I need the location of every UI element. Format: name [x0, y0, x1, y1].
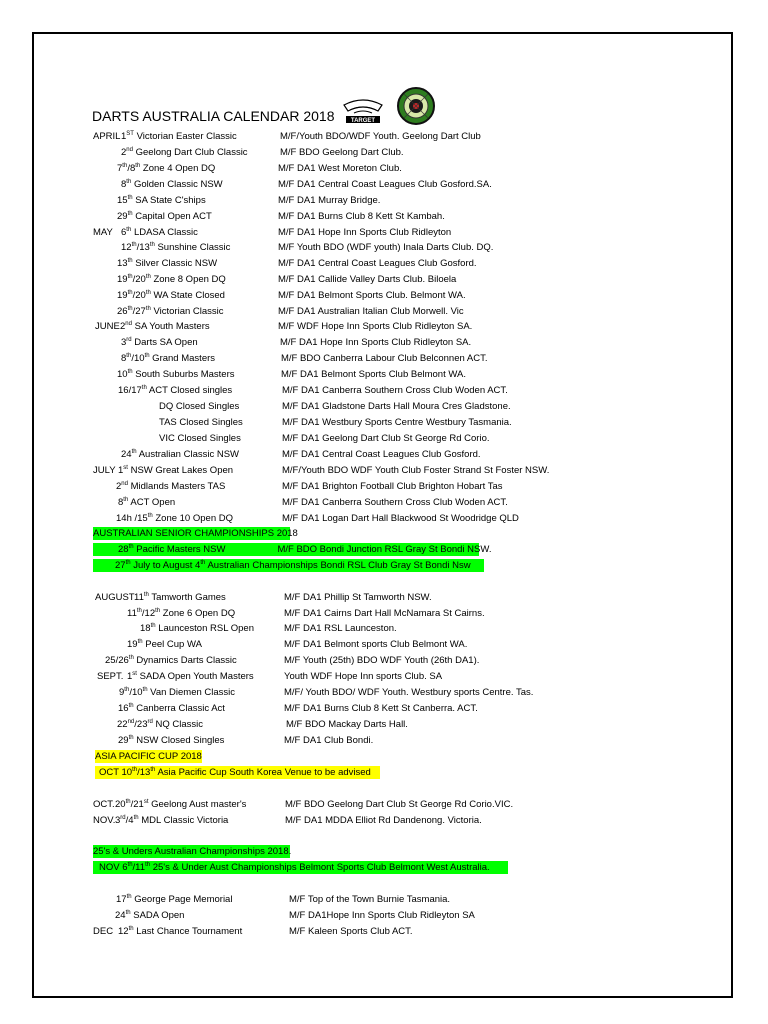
event-date: 8	[118, 497, 124, 508]
date-suffix: th	[145, 273, 151, 280]
calendar-row	[0, 416, 768, 429]
date-suffix: th	[123, 496, 129, 503]
event-name	[116, 480, 225, 493]
event-date: 15	[117, 195, 128, 206]
event-title: Zone 8 Open DQ	[150, 274, 226, 285]
event-title: Geelong Aust master's	[148, 799, 247, 810]
event-name	[105, 654, 237, 667]
event-title: Pacific Masters NSW	[133, 544, 226, 555]
date-suffix: th	[150, 766, 156, 773]
date-suffix: th	[128, 654, 134, 661]
event-name	[117, 368, 235, 381]
date-suffix: th	[132, 766, 138, 773]
event-venue: M/F/ Youth BDO/ WDF Youth. Westbury sports Centre. Tas.	[284, 687, 534, 698]
calendar-row	[0, 368, 768, 381]
month-label: NOV	[99, 862, 123, 873]
event-date: 11	[127, 608, 137, 619]
event-venue: M/F Youth (25th) BDO WDF Youth (26th DA1).	[284, 655, 480, 666]
calendar-row	[0, 622, 768, 635]
event-date: 9	[119, 687, 125, 698]
page-title: DARTS AUSTRALIA CALENDAR 2018	[92, 108, 335, 124]
month-label: MAY	[93, 227, 113, 238]
event-venue: M/F DA1 Central Coast Leagues Club Gosford.SA.	[278, 179, 492, 190]
event-title: Dynamics Darts Classic	[133, 655, 237, 666]
date-suffix: th	[145, 861, 151, 868]
event-venue: M/F DA1 Gladstone Darts Hall Moura Cres Gladstone.	[282, 401, 511, 412]
event-date-end: /10	[131, 353, 145, 364]
calendar-row	[0, 480, 768, 493]
calendar-row	[0, 226, 768, 239]
event-name	[118, 384, 232, 397]
event-name	[118, 702, 225, 715]
event-date: 18	[140, 623, 151, 634]
event-date-end: /27	[132, 306, 146, 317]
event-date-end: /4	[125, 815, 134, 826]
month-label: OCT.	[93, 799, 115, 810]
event-date: 28	[118, 544, 129, 555]
date-suffix: th	[141, 384, 147, 391]
event-venue: M/F DA1 Burns Club 8 Kett St Kambah.	[278, 211, 445, 222]
event-date-end: /21	[130, 799, 144, 810]
event-date: 8	[121, 179, 127, 190]
event-name	[117, 718, 203, 731]
event-venue: M/F DA1 Westbury Sports Centre Westbury Tasmania.	[282, 417, 512, 428]
event-venue: M/F DA1 Belmont sports Club Belmont WA.	[284, 639, 468, 650]
event-venue: M/F BDO Canberra Labour Club Belconnen ACT.	[281, 353, 488, 364]
senior-event-row	[93, 543, 492, 556]
event-date-end: /13	[136, 242, 150, 253]
event-title: Australian Classic NSW	[136, 449, 240, 460]
event-name	[159, 400, 239, 413]
event-venue: M/F Kaleen Sports Club ACT.	[289, 926, 413, 937]
event-date-end: /11	[132, 862, 146, 873]
senior-event-row	[93, 559, 484, 572]
event-name	[118, 496, 175, 509]
date-suffix: th	[127, 194, 133, 201]
event-date: 14h /15	[116, 513, 148, 524]
event-name	[121, 336, 198, 349]
asia-pacific-heading	[95, 750, 202, 763]
event-title: Zone 4 Open DQ	[140, 163, 216, 174]
date-suffix: th	[126, 893, 132, 900]
date-suffix: th	[137, 638, 143, 645]
event-venue: M/F BDO Geelong Dart Club.	[280, 147, 404, 158]
event-date: 12	[118, 926, 129, 937]
event-venue: M/F/Youth BDO WDF Youth Club Foster Strand St Foster NSW.	[282, 465, 550, 476]
month-label: AUGUST	[95, 592, 135, 603]
date-suffix: th	[125, 909, 131, 916]
event-date-end: /10	[129, 687, 143, 698]
date-suffix: th	[125, 798, 131, 805]
event-name	[121, 226, 198, 239]
event-title: SADA Open Youth Masters	[136, 671, 254, 682]
date-suffix: th	[127, 305, 133, 312]
event-title: Asia Pacific Cup South Korea Venue to be advised	[155, 767, 371, 778]
event-name	[121, 146, 248, 159]
date-suffix: th	[128, 543, 134, 550]
date-suffix: th	[128, 734, 134, 741]
event-title: NSW Closed Singles	[133, 735, 225, 746]
calendar-row	[0, 925, 768, 938]
event-date: OCT 10	[99, 767, 133, 778]
calendar-row	[0, 305, 768, 318]
event-date: 27	[115, 560, 126, 571]
date-suffix: th	[143, 591, 149, 598]
date-suffix: th	[147, 512, 153, 519]
event-title: Australian Championships Bondi RSL Club Gray St Bondi Nsw	[205, 560, 471, 571]
event-venue: M/F DA1 Hope Inn Sports Club Ridleyton SA.	[280, 337, 472, 348]
event-date: 20	[115, 799, 126, 810]
event-date-end: /12	[141, 608, 156, 619]
event-name	[134, 591, 226, 604]
event-title: Van Diemen Classic	[147, 687, 236, 698]
date-suffix: th	[135, 162, 141, 169]
event-title: DQ Closed Singles	[159, 401, 240, 412]
event-name	[116, 512, 233, 525]
event-name	[117, 162, 215, 175]
section-heading-text: AUSTRALIAN SENIOR CHAMPIONSHIPS 2018	[93, 528, 298, 539]
event-name	[118, 925, 242, 938]
event-name	[121, 130, 237, 143]
event-date: 19	[117, 274, 128, 285]
event-title: Canberra Classic Act	[133, 703, 225, 714]
event-name	[127, 638, 202, 651]
calendar-row	[0, 320, 768, 333]
month-label: NOV.	[93, 815, 116, 826]
event-title: SA Youth Masters	[131, 321, 210, 332]
event-date: 12	[121, 242, 132, 253]
calendar-row	[0, 670, 768, 683]
event-venue: M/F DA1 Canberra Southern Cross Club Woden ACT.	[282, 497, 508, 508]
event-venue: M/F DA1 Australian Italian Club Morwell. Vic	[278, 306, 464, 317]
date-suffix: th	[127, 368, 133, 375]
event-name	[159, 416, 243, 429]
darts-australia-emblem	[396, 86, 436, 126]
asia-pacific-row	[95, 766, 380, 779]
event-date: 19	[117, 290, 128, 301]
event-name	[115, 798, 246, 811]
calendar-row	[0, 448, 768, 461]
event-venue: M/F DA1 Central Coast Leagues Club Gosford.	[278, 258, 477, 269]
event-title: 25's & Under Aust Championships Belmont Sports Club Belmont West Australia.	[150, 862, 490, 873]
event-date: 10	[117, 369, 128, 380]
date-suffix: th	[127, 273, 133, 280]
calendar-row	[0, 638, 768, 651]
event-date: 2	[121, 147, 127, 158]
event-date: 2	[116, 481, 122, 492]
event-title: George Page Memorial	[131, 894, 233, 905]
event-title: VIC Closed Singles	[159, 433, 241, 444]
event-venue: M/F DA1 Central Coast Leagues Club Gosford.	[282, 449, 481, 460]
calendar-row	[0, 146, 768, 159]
event-date: 7	[117, 163, 123, 174]
date-suffix: th	[145, 289, 151, 296]
event-name	[117, 210, 212, 223]
event-title: NSW Great Lakes Open	[127, 465, 234, 476]
event-venue: M/F BDO Geelong Dart Club St George Rd Corio.VIC.	[285, 799, 514, 810]
event-date: 29	[118, 735, 129, 746]
date-suffix: th	[128, 702, 134, 709]
date-suffix: th	[145, 305, 151, 312]
date-suffix: rd	[147, 718, 153, 725]
date-suffix: nd	[121, 480, 128, 487]
calendar-row	[0, 336, 768, 349]
target-logo	[340, 95, 386, 125]
calendar-row	[0, 130, 768, 143]
date-suffix: th	[150, 622, 156, 629]
event-name	[117, 194, 206, 207]
event-date: 3	[121, 337, 127, 348]
event-name	[127, 670, 254, 683]
event-date: 2	[120, 321, 126, 332]
event-name	[116, 893, 232, 906]
date-suffix: nd	[127, 718, 135, 725]
event-title: SA State C'ships	[132, 195, 206, 206]
calendar-row	[0, 257, 768, 270]
event-date: 1	[121, 131, 127, 142]
event-title: Victorian Easter Classic	[133, 131, 237, 142]
date-suffix: st	[132, 670, 137, 677]
event-title: LDASA Classic	[131, 227, 198, 238]
date-suffix: rd	[126, 336, 132, 343]
event-name	[120, 320, 210, 333]
event-name	[121, 352, 215, 365]
calendar-row	[0, 702, 768, 715]
event-venue: M/F Top of the Town Burnie Tasmania.	[289, 894, 451, 905]
event-venue: M/F DA1 Canberra Southern Cross Club Woden ACT.	[282, 385, 508, 396]
event-venue: Youth WDF Hope Inn sports Club. SA	[284, 671, 443, 682]
event-venue: M/F DA1 Murray Bridge.	[278, 195, 381, 206]
event-name	[121, 448, 239, 461]
under25-row	[93, 861, 508, 874]
event-venue: M/F DA1 Club Bondi.	[284, 735, 374, 746]
date-suffix: th	[124, 686, 130, 693]
event-name	[119, 686, 235, 699]
event-venue: M/F DA1 Brighton Football Club Brighton Hobart Tas	[282, 481, 503, 492]
event-date: 24	[121, 449, 132, 460]
date-suffix: th	[131, 448, 137, 455]
calendar-row	[0, 400, 768, 413]
event-title: ACT Closed singles	[146, 385, 233, 396]
calendar-row	[0, 718, 768, 731]
event-name	[115, 909, 184, 922]
calendar-row	[0, 814, 768, 827]
date-suffix: th	[126, 178, 132, 185]
calendar-row	[0, 686, 768, 699]
date-suffix: th	[125, 559, 131, 566]
event-name	[121, 178, 223, 191]
month-label: SEPT.	[97, 671, 124, 682]
calendar-row	[0, 654, 768, 667]
date-suffix: th	[127, 861, 133, 868]
calendar-row	[0, 162, 768, 175]
date-suffix: th	[149, 241, 155, 248]
event-title: Last Chance Tournament	[133, 926, 243, 937]
event-date-end: /20	[132, 290, 146, 301]
event-name	[117, 273, 226, 286]
event-date: 1	[127, 671, 133, 682]
date-suffix: th	[155, 607, 161, 614]
target-logo-text: TARGET	[350, 118, 376, 124]
calendar-row	[0, 893, 768, 906]
event-title: Tamworth Games	[148, 592, 226, 603]
event-title: Launceston RSL Open	[155, 623, 255, 634]
event-date: 29	[117, 211, 128, 222]
event-title: SADA Open	[130, 910, 185, 921]
event-title: Silver Classic NSW	[132, 258, 218, 269]
date-suffix: th	[131, 241, 137, 248]
date-suffix: th	[128, 925, 134, 932]
event-title: Midlands Masters TAS	[127, 481, 226, 492]
event-date: 22	[117, 719, 128, 730]
event-title: Darts SA Open	[131, 337, 198, 348]
calendar-row	[0, 178, 768, 191]
date-suffix: nd	[125, 320, 132, 327]
event-name	[117, 257, 217, 270]
event-venue: M/F DA1 West Moreton Club.	[278, 163, 402, 174]
month-label: DEC	[93, 926, 114, 937]
calendar-row	[0, 210, 768, 223]
event-venue: M/F BDO Mackay Darts Hall.	[286, 719, 408, 730]
month-label: JUNE	[95, 321, 120, 332]
event-name	[140, 622, 254, 635]
calendar-row	[0, 289, 768, 302]
event-venue: M/F BDO Bondi Junction RSL Gray St Bondi NSW.	[277, 544, 492, 555]
event-name	[159, 432, 241, 445]
month-label: APRIL	[93, 131, 121, 142]
event-date: 19	[127, 639, 138, 650]
event-title: NQ Classic	[152, 719, 203, 730]
event-name	[118, 734, 224, 747]
date-suffix: th	[136, 607, 142, 614]
date-suffix: th	[144, 352, 150, 359]
event-name	[117, 305, 224, 318]
calendar-row	[0, 909, 768, 922]
date-suffix: st	[123, 464, 128, 471]
date-suffix: rd	[120, 814, 126, 821]
event-date: 17	[116, 894, 127, 905]
calendar-row	[0, 352, 768, 365]
event-name	[118, 464, 233, 477]
date-suffix: st	[143, 798, 149, 805]
event-title: Peel Cup WA	[142, 639, 202, 650]
event-venue: M/F DA1 Belmont Sports Club Belmont WA.	[281, 369, 466, 380]
event-venue: M/F WDF Hope Inn Sports Club Ridleyton SA.	[278, 321, 473, 332]
event-title: Capital Open ACT	[132, 211, 212, 222]
calendar-row	[0, 273, 768, 286]
date-suffix: nd	[126, 146, 133, 153]
event-name	[115, 814, 228, 827]
event-date-end: /23	[134, 719, 148, 730]
calendar-row	[0, 734, 768, 747]
section-heading-text: ASIA PACIFIC CUP 2018	[95, 751, 202, 762]
section-heading-text: 25's & Unders Australian Championships 2018.	[93, 846, 292, 857]
event-date-end: /13	[137, 767, 151, 778]
date-suffix: ST	[126, 130, 134, 137]
event-date: 6	[122, 862, 128, 873]
calendar-row	[0, 464, 768, 477]
event-title: South Suburbs Masters	[132, 369, 235, 380]
event-title: Sunshine Classic	[154, 242, 231, 253]
event-venue: M/F DA1 Cairns Dart Hall McNamara St Cairns.	[284, 608, 485, 619]
event-venue: M/F DA1 MDDA Elliot Rd Dandenong. Victoria.	[285, 815, 482, 826]
calendar-row	[0, 798, 768, 811]
event-venue: M/F DA1 Burns Club 8 Kett St Canberra. ACT.	[284, 703, 478, 714]
event-venue: M/F DA1 Callide Valley Darts Club. Biloela	[278, 274, 457, 285]
date-suffix: th	[126, 352, 132, 359]
calendar-row	[0, 496, 768, 509]
event-title: Zone 6 Open DQ	[160, 608, 236, 619]
event-date: 26	[117, 306, 128, 317]
date-suffix: th	[133, 814, 139, 821]
event-title: Geelong Dart Club Classic	[132, 147, 248, 158]
event-date: 16/17	[118, 385, 142, 396]
event-venue: M/F DA1Hope Inn Sports Club Ridleyton SA	[289, 910, 475, 921]
event-date: 6	[121, 227, 127, 238]
event-title: MDL Classic Victoria	[138, 815, 229, 826]
event-date: 8	[121, 353, 127, 364]
date-suffix: th	[127, 257, 133, 264]
event-date-range: July to August 4	[130, 560, 201, 571]
date-suffix: th	[126, 226, 132, 233]
calendar-row	[0, 607, 768, 620]
event-venue: M/F DA1 Logan Dart Hall Blackwood St Woodridge QLD	[282, 513, 519, 524]
event-name	[121, 241, 230, 254]
event-title: Golden Classic NSW	[131, 179, 223, 190]
event-venue: M/F DA1 Belmont Sports Club. Belmont WA.	[278, 290, 466, 301]
event-date: 11	[134, 592, 144, 603]
date-suffix: th	[200, 559, 206, 566]
event-date: 3	[115, 815, 121, 826]
calendar-row	[0, 512, 768, 525]
event-venue: M/F/Youth BDO/WDF Youth. Geelong Dart Club	[280, 131, 481, 142]
event-title: WA State Closed	[150, 290, 225, 301]
calendar-row	[0, 241, 768, 254]
calendar-row	[0, 591, 768, 604]
month-label: JULY	[93, 465, 116, 476]
event-venue: M/F DA1 RSL Launceston.	[284, 623, 397, 634]
event-date: 13	[117, 258, 128, 269]
event-title: ACT Open	[128, 497, 176, 508]
event-title: Zone 10 Open DQ	[152, 513, 233, 524]
date-suffix: th	[122, 162, 128, 169]
under25-heading	[93, 845, 290, 858]
event-title: TAS Closed Singles	[159, 417, 243, 428]
event-name	[117, 289, 225, 302]
event-date: 24	[115, 910, 126, 921]
event-venue: M/F Youth BDO (WDF youth) Inala Darts Club. DQ.	[278, 242, 494, 253]
event-date: 16	[118, 703, 129, 714]
calendar-row	[0, 432, 768, 445]
senior-championships-heading	[93, 527, 298, 540]
calendar-row	[0, 194, 768, 207]
event-name	[127, 607, 235, 620]
event-date-end: /20	[132, 274, 146, 285]
event-venue: M/F DA1 Hope Inn Sports Club Ridleyton	[278, 227, 452, 238]
calendar-row	[0, 384, 768, 397]
event-venue: M/F DA1 Geelong Dart Club St George Rd Corio.	[282, 433, 490, 444]
event-title: Grand Masters	[149, 353, 216, 364]
date-suffix: th	[142, 686, 148, 693]
event-date: 25/26	[105, 655, 129, 666]
date-suffix: th	[127, 210, 133, 217]
event-date: 1	[118, 465, 124, 476]
event-venue: M/F DA1 Phillip St Tamworth NSW.	[284, 592, 432, 603]
event-date-end: /8	[127, 163, 136, 174]
date-suffix: th	[127, 289, 133, 296]
event-title: Victorian Classic	[150, 306, 224, 317]
